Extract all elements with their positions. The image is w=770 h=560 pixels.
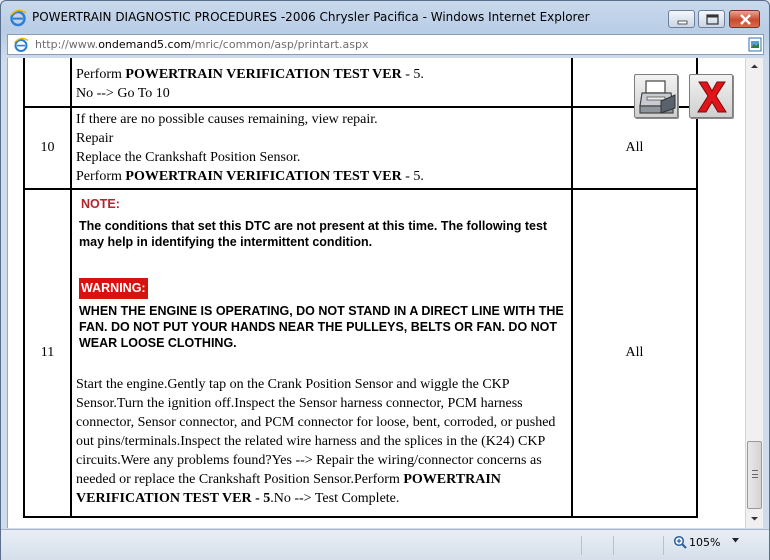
spacer — [76, 351, 567, 375]
zoom-dropdown-button[interactable] — [731, 536, 740, 548]
close-window-button[interactable] — [729, 10, 760, 28]
status-divider — [663, 536, 664, 555]
perform-line — [76, 167, 567, 186]
url-prefix: http://www. — [35, 38, 99, 51]
applicability: All — [572, 107, 697, 189]
perform-suffix: - 5. — [401, 67, 424, 82]
step-line: If there are no possible causes remaining, view repair. — [76, 112, 378, 127]
perform-suffix: - 5. — [401, 169, 424, 184]
perform-line — [76, 65, 567, 84]
page-icon — [13, 37, 29, 53]
maximize-icon — [699, 11, 726, 29]
chevron-down-icon — [746, 510, 763, 527]
address-bar[interactable] — [7, 34, 764, 55]
warning-text: WHEN THE ENGINE IS OPERATING, DO NOT STAND IN A DIRECT LINE WITH THE FAN. DO NOT PUT YOUR HANDS NEAR THE PULLEYS, BELTS OR FAN. DO NOT WEAR LOOSE CLOTHING. — [79, 304, 564, 350]
warning-label: WARNING: — [79, 278, 148, 299]
red-x-icon — [690, 75, 734, 119]
step-text — [71, 189, 572, 517]
scroll-up-arrow[interactable] — [746, 58, 763, 75]
warning-label-wrap — [76, 278, 567, 299]
step-text — [71, 58, 572, 107]
minimize-icon — [669, 11, 696, 29]
step-number: 11 — [24, 189, 71, 517]
verification-test-name: POWERTRAIN VERIFICATION TEST VER — [125, 169, 402, 184]
table-row — [24, 107, 697, 189]
chevron-up-icon — [746, 58, 763, 75]
minimize-button[interactable] — [668, 10, 695, 28]
note-text: The conditions that set this DTC are not present at this time. The following test may help in identifying the intermittent condition. — [79, 219, 548, 249]
url-host: ondemand5.com — [98, 38, 192, 51]
url-path: /mric/common/asp/printart.aspx — [191, 38, 369, 51]
window-title: POWERTRAIN DIAGNOSTIC PROCEDURES -2006 Chrysler Pacifica - Windows Internet Explorer — [32, 10, 590, 24]
table-row — [24, 58, 697, 107]
procedure-suffix: .No --> Test Complete. — [270, 491, 400, 506]
page-image-icon[interactable] — [748, 37, 762, 52]
no-branch-line: No --> Go To 10 — [76, 86, 170, 101]
grip-icon — [752, 470, 758, 478]
step-line: Replace the Crankshaft Position Sensor. — [76, 150, 301, 165]
step-number — [24, 58, 71, 107]
chevron-down-icon — [731, 536, 740, 545]
maximize-button[interactable] — [698, 10, 725, 28]
perform-prefix: Perform — [76, 67, 126, 82]
vertical-scrollbar[interactable] — [745, 58, 763, 528]
note-label: NOTE: — [81, 197, 120, 211]
applicability: All — [572, 189, 697, 517]
status-divider — [613, 536, 614, 555]
spacer — [76, 250, 567, 278]
scroll-down-arrow[interactable] — [746, 510, 763, 527]
verification-test-name: POWERTRAIN VERIFICATION TEST VER — [125, 67, 402, 82]
status-bar — [1, 529, 769, 560]
internet-explorer-icon — [9, 9, 27, 27]
title-bar[interactable] — [1, 1, 769, 33]
procedure-body: Start the engine.Gently tap on the Crank Position Sensor and wiggle the CKP Sensor.Turn the ignition off.Inspect the Sensor harness connector, PCM harness connector, Sensor connector, and PCM connector for loose, bent, corroded, or pushed out pins/terminals.Inspect the related wire harness and the splices in the (K24) CKP circuits.Were any problems found?Yes --> Repair the wiring/connector concerns as needed or replace the Crankshaft Position Sensor.Perform — [76, 377, 556, 487]
status-divider — [581, 536, 582, 555]
close-icon — [730, 11, 761, 29]
step-number: 10 — [24, 107, 71, 189]
verification-test-name: POWERTRAIN VERIFICATION TEST VER - 5 — [76, 472, 501, 506]
close-print-button[interactable] — [689, 74, 733, 118]
procedure-table — [23, 58, 698, 518]
perform-prefix: Perform — [76, 169, 126, 184]
scroll-thumb[interactable] — [747, 441, 762, 509]
page-content — [7, 58, 745, 528]
zoom-magnifier-icon[interactable] — [673, 535, 687, 549]
address-url[interactable] — [35, 38, 368, 51]
repair-heading: Repair — [76, 131, 114, 146]
test-procedure-text — [76, 375, 567, 508]
print-button[interactable] — [634, 74, 678, 118]
printer-icon — [635, 75, 679, 119]
table-row — [24, 189, 697, 517]
zoom-level[interactable]: 105% — [689, 536, 721, 549]
step-text — [71, 107, 572, 189]
